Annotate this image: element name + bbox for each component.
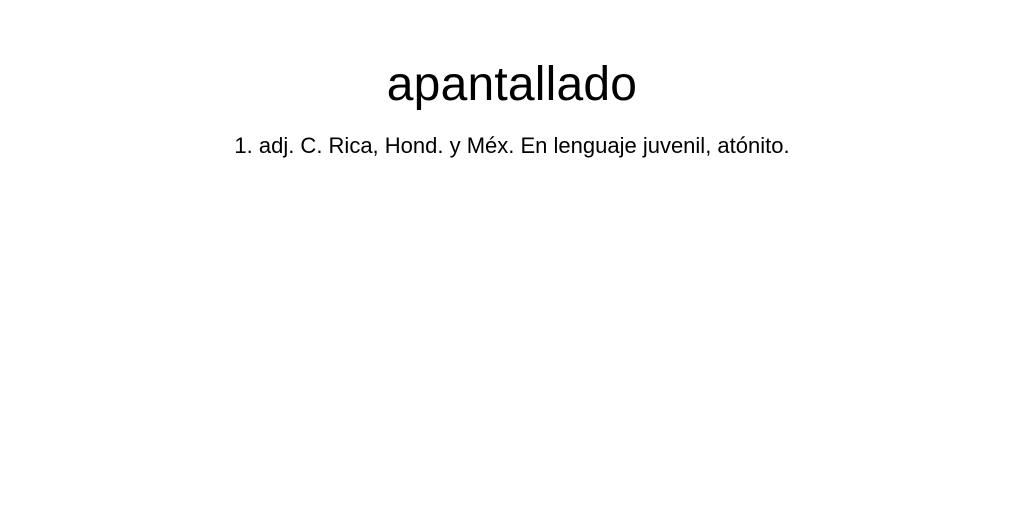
definition-text: 1. adj. C. Rica, Hond. y Méx. En lenguaje juvenil, atónito. bbox=[234, 133, 790, 158]
headword-title: apantallado bbox=[386, 58, 638, 111]
